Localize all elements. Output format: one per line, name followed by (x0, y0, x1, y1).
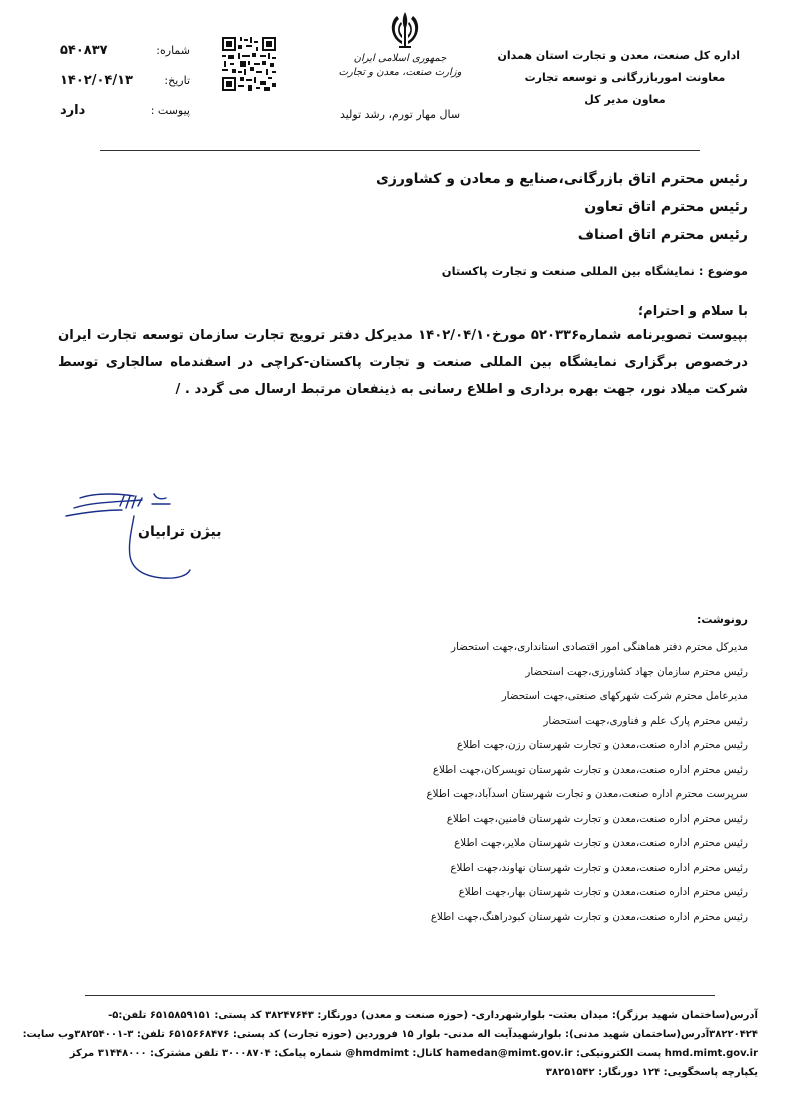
letter-number-label: شماره: (156, 44, 190, 57)
recipient-line: رئیس محترم اتاق بازرگانی،صنایع و معادن و کشاورزی (376, 171, 748, 187)
letter-number-row (60, 34, 190, 64)
year-slogan: سال مهار تورم، رشد تولید (339, 108, 461, 121)
attachment-value: دارد (60, 103, 86, 118)
cc-item: رئیس محترم اداره صنعت،معدن و تجارت شهرستان کبودراهنگ،جهت اطلاع (430, 910, 748, 923)
footer-contact (22, 1006, 758, 1082)
recipients (376, 165, 748, 249)
recipient-line: رئیس محترم اتاق تعاون (584, 199, 748, 215)
iran-emblem-icon (375, 8, 435, 52)
ministry-line: وزارت صنعت، معدن و تجارت (338, 67, 462, 78)
qr-code-icon (222, 37, 276, 91)
letter-meta (60, 34, 190, 124)
cc-item: مدیرعامل محترم شرکت شهرکهای صنعتی،جهت استحضار (501, 690, 748, 702)
letter-date-label: تاریخ: (164, 74, 190, 87)
letter-body: بپیوست تصویرنامه شماره۵۲۰۳۳۶ مورخ۱۴۰۲/۰۴/۱۰ مدیرکل دفتر ترویج تجارت سازمان توسعه تجارت ایران درخصوص برگزاری نمایشگاه بین المللی صنعت و تجارت پاکستان-کراچی در اسفندماه سالجاری توسط شرکت میلاد نور، جهت بهره برداری و اطلاع رسانی به ذینفعان مرتبط ارسال می گردد . / (58, 328, 749, 397)
cc-item: مدیرکل محترم دفتر هماهنگی امور اقتصادی استانداری،جهت استحضار (450, 641, 748, 653)
cc-item: رئیس محترم اداره صنعت،معدن و تجارت شهرستان فامنین،جهت اطلاع (446, 812, 748, 825)
attachment-label: پیوست : (150, 104, 190, 117)
cc-item: رئیس محترم اداره صنعت،معدن و تجارت شهرستان نهاوند،جهت اطلاع (450, 861, 748, 874)
header-divider (100, 150, 700, 151)
org-line: اداره کل صنعت، معدن و تجارت استان همدان (497, 49, 740, 62)
recipient-line: رئیس محترم اتاق اصناف (577, 227, 748, 243)
footer-line: آدرس(ساختمان شهید برزگر): میدان بعثت- بلوارشهرداری- (حوزه صنعت و معدن) دورنگار: ۳۸۲۴۷۶۴۳ کد پستی: ۶۵۱۵۸۵۹۱۵۱ تلفن:۵- (108, 1010, 758, 1021)
cc-item: سرپرست محترم اداره صنعت،معدن و تجارت شهرستان اسدآباد،جهت اطلاع (426, 788, 748, 800)
letter-date-row (60, 64, 190, 94)
org-line: معاون مدیر کل (584, 93, 666, 106)
attachment-row (60, 94, 190, 124)
cc-item: رئیس محترم اداره صنعت،معدن و تجارت شهرستان ملایر،جهت اطلاع (454, 837, 748, 849)
cc-item: رئیس محترم اداره صنعت،معدن و تجارت شهرستان تویسرکان،جهت اطلاع (432, 763, 748, 776)
org-line: معاونت اموربازرگانی و توسعه تجارت (524, 71, 726, 84)
cc-item: رئیس محترم اداره صنعت،معدن و تجارت شهرستان رزن،جهت اطلاع (456, 739, 748, 751)
organization-header (497, 45, 740, 111)
footer-line: یکپارچه پاسخگویی: ۱۲۴ دورنگار: ۳۸۲۵۱۵۴۲ (545, 1067, 758, 1078)
greeting: با سلام و احترام؛ (637, 304, 748, 319)
ministry-line: جمهوری اسلامی ایران (353, 53, 447, 64)
footer-divider (85, 995, 715, 996)
letter-subject: موضوع : نمایشگاه بین المللی صنعت و تجارت پاکستان (441, 264, 748, 278)
signer-name: بیژن ترابیان (138, 524, 222, 540)
cc-list (427, 635, 749, 929)
cc-title: رونوشت: (696, 613, 748, 626)
cc-item: رئیس محترم اداره صنعت،معدن و تجارت شهرستان بهار،جهت اطلاع (458, 886, 748, 898)
ministry-name (325, 52, 475, 80)
letter-date-value: ۱۴۰۲/۰۴/۱۳ (60, 73, 133, 88)
letter-number-value: ۵۴۰۸۳۷ (60, 43, 108, 58)
footer-line: ۳۸۲۲۰۴۲۴آدرس(ساختمان شهید مدنی): بلوارشهیدآیت اله مدنی- بلوار ۱۵ فروردین (حوزه تجارت) کد پستی: ۶۵۱۵۶۶۸۴۷۶ تلفن: ۳-۳۸۲۵۴۰۰۱وب سایت: (22, 1029, 758, 1040)
footer-line: hmd.mimt.gov.ir پست الکترونیکی: hamedan@mimt.gov.ir کانال: hmdmimt@ شماره پیامک: ۳۰۰۰۸۷۰۴ تلفن مشترک: ۳۱۴۴۸۰۰۰ مرکز (69, 1048, 758, 1059)
cc-item: رئیس محترم پارک علم و فناوری،جهت استحضار (543, 714, 748, 727)
cc-item: رئیس محترم سازمان جهاد کشاورزی،جهت استحضار (525, 665, 748, 678)
